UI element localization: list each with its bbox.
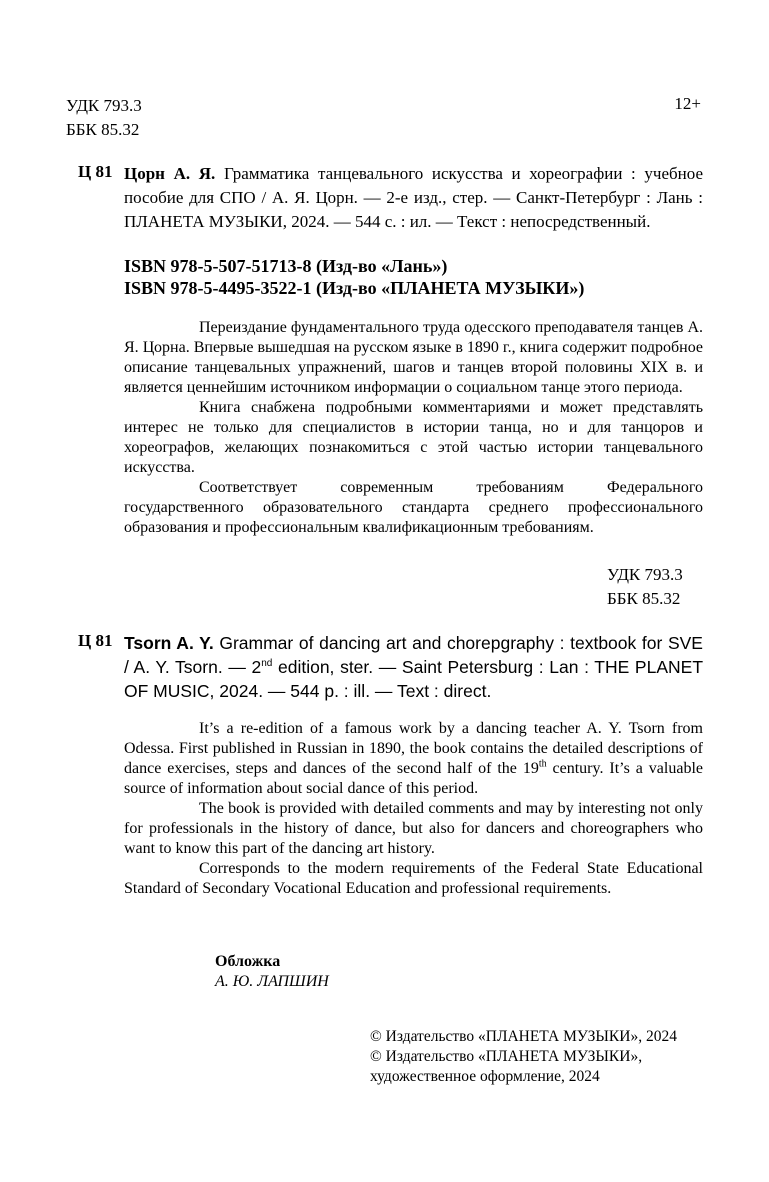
ru-citation [124, 162, 703, 234]
isbn-lan: ISBN 978-5-507-51713-8 (Изд-во «Лань») [124, 256, 448, 276]
ru-annotation [124, 318, 703, 538]
udk-code: УДК 793.3 [66, 96, 142, 115]
copyright-line-2: © Издательство «ПЛАНЕТА МУЗЫКИ», [370, 1048, 643, 1065]
copyright-line-3: художественное оформление, 2024 [370, 1068, 600, 1085]
en-annotation-p3: Corresponds to the modern requirements of the Federal State Educational Standard of Secondary Vocational Education and professional requirements. [124, 860, 703, 897]
ru-annotation-p1: Переиздание фундаментального труда одесского преподавателя танцев А. Я. Цорна. Впервые вышедшая на русском языке в 1890 г., книга содержит подробное описание танцевальных упражнений, шагов и танцев второй половины XIX в. и является ценнейшим источником информации о социальном танце этого периода. [124, 319, 703, 396]
en-citation [124, 631, 703, 703]
ru-citation-text: Грамматика танцевального искусства и хореографии : учебное пособие для СПО / А. Я. Цорн. — 2-е изд., стер. — Санкт-Петербург : Лань : ПЛАНЕТА МУЗЫКИ, 2024. — 544 с. : ил. — Текст : непосредственный. [124, 164, 703, 231]
ru-author-code: Ц 81 [78, 162, 113, 181]
en-annotation-p1-part2: century. It’s a valuable source of information about social dance of this period. [124, 760, 703, 797]
en-annotation-p1-sup: th [538, 758, 547, 770]
ru-annotation-p3: Соответствует современным требованиям Федерального государственного образовательного стандарта среднего профессионального образования и профессиональным квалификационным требованиям. [124, 479, 703, 536]
en-author-code: Ц 81 [78, 631, 113, 650]
udk-bbk-header [66, 94, 142, 142]
age-rating: 12+ [674, 94, 701, 113]
bbk-code: ББК 85.32 [66, 120, 140, 139]
en-annotation-p1 [124, 719, 703, 799]
en-citation-sup: nd [261, 658, 273, 670]
ru-annotation-p2: Книга снабжена подробными комментариями и может представлять интерес не только для специалистов в истории танца, но и для танцоров и хореографов, желающих познакомиться с этой частью истории танцевального искусства. [124, 399, 703, 476]
en-author: Tsorn A. Y. [124, 633, 214, 653]
en-citation-part1: Grammar of dancing art and chorepgraphy : textbook for SVE / A. Y. Tsorn. — 2 [124, 633, 703, 677]
en-annotation-p1-part1: It’s a re-edition of a famous work by a dancing teacher A. Y. Tsorn from Odessa. First published in Russian in 1890, the book contains the detailed descriptions of dance exercises, steps and dances of the second half of the 19 [124, 720, 703, 777]
cover-artist: А. Ю. ЛАПШИН [215, 973, 329, 990]
ru-udk: УДК 793.3 [607, 565, 683, 584]
en-citation-part2: edition, ster. — Saint Petersburg : Lan : THE PLANET OF MUSIC, 2024. — 544 p. : ill. — Text : direct. [124, 657, 704, 701]
isbn-planet: ISBN 978-5-4495-3522-1 (Изд-во «ПЛАНЕТА МУЗЫКИ») [124, 278, 585, 298]
cover-label: Обложка [215, 953, 281, 970]
en-annotation [124, 719, 703, 899]
en-annotation-p2: The book is provided with detailed comments and may by interesting not only for professionals in the history of dance, but also for dancers and choreographers who want to know this part of the dancing art history. [124, 800, 703, 857]
copyright-block [370, 1027, 677, 1087]
ru-udk-bbk [607, 563, 683, 611]
ru-bbk: ББК 85.32 [607, 589, 681, 608]
copyright-line-1: © Издательство «ПЛАНЕТА МУЗЫКИ», 2024 [370, 1028, 677, 1045]
ru-author: Цорн А. Я. [124, 164, 216, 183]
